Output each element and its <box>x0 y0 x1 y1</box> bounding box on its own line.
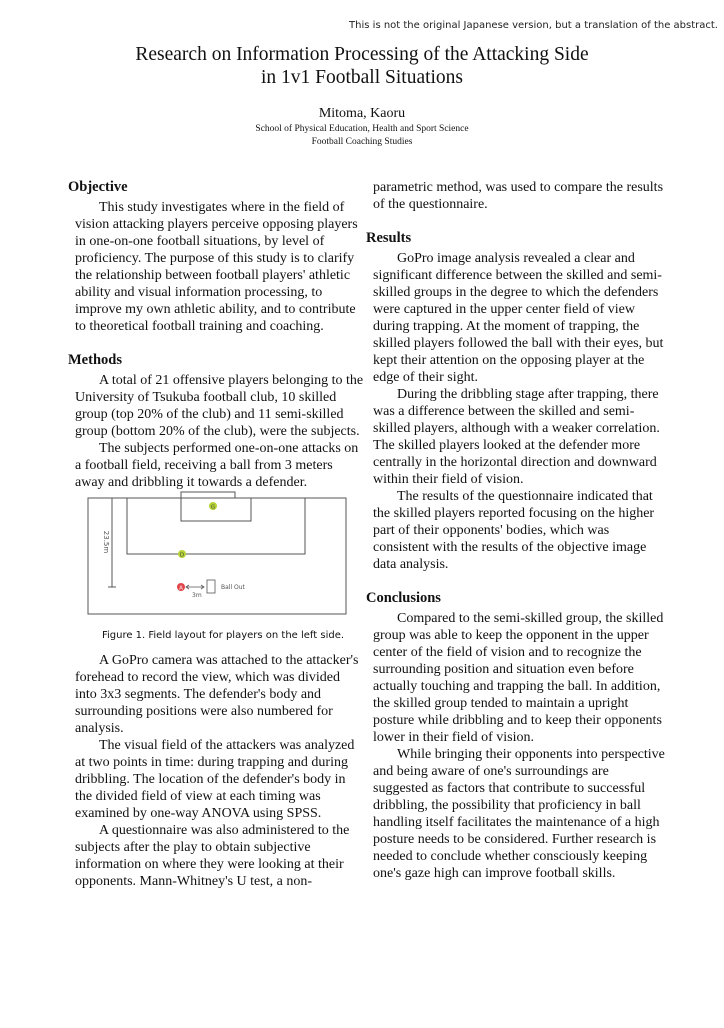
objective-heading: Objective <box>68 179 128 195</box>
pass-distance-label: 3m <box>192 592 202 599</box>
conclusions-paragraph-2: While bringing their opponents into perspective and being aware of one's surroundings are suggested as factors that contribute to successful dribbling, the possibility that proficiency in ball handling itself facilitates the maintenance of a high posture needs to be considered. Further research is needed to conclude whether consciously keeping one's gaze high can improve football skills. <box>373 747 665 881</box>
affiliation-program: Football Coaching Studies <box>311 137 413 147</box>
field-diagram <box>68 491 368 615</box>
goal-area <box>181 498 251 521</box>
figure-caption: Figure 1. Field layout for players on the left side. <box>101 630 345 641</box>
methods-heading: Methods <box>68 352 122 368</box>
results-heading: Results <box>366 230 412 246</box>
attacker-label: A <box>179 585 183 592</box>
conclusions-paragraph-1: Compared to the semi-skilled group, the skilled group was able to keep the opponent in the upper center of the field of vision and to recognize the surrounding position and situation even before actually touching and trapping the ball. In addition, the skilled group tended to maintain a upright posture while dribbling and to keep their opponents lower in their field of vision. <box>373 611 664 745</box>
methods-paragraph-2: The subjects performed one-on-one attacks on a football field, receiving a ball from 3 meters away and dribbling it towards a defender. <box>75 441 359 490</box>
right-column <box>366 179 666 882</box>
results-paragraph-1: GoPro image analysis revealed a clear and significant difference between the skilled and semi-skilled groups in the degree to which the defenders were captured in the upper center field of view during trapping. At the moment of trapping, the skilled players followed the ball with their eyes, but kept their attention on the opposing player at the edge of their sight. <box>373 251 664 385</box>
paper-title <box>0 43 724 89</box>
affiliation-school: School of Physical Education, Health and Sport Science <box>255 124 469 134</box>
methods-paragraph-5: A questionnaire was also administered to the subjects after the play to obtain subjective information on where they were looking at their opponents. Mann-Whitney's U test, a non- <box>75 823 350 889</box>
results-paragraph-3: The results of the questionnaire indicated that the skilled players reported focusing on the higher part of their opponents' bodies, which was consistent with the results of the objective image data analysis. <box>373 489 655 572</box>
methods-paragraph-5-continued: parametric method, was used to compare the results of the questionnaire. <box>373 180 664 212</box>
author-name: Mitoma, Kaoru <box>318 106 406 121</box>
ball-out-label: Ball Out <box>221 584 245 591</box>
methods-paragraph-1: A total of 21 offensive players belonging to the University of Tsukuba football club, 10 skilled group (top 20% of the club) and 11 semi-skilled group (bottom 20% of the club), were the subjects. <box>75 373 364 439</box>
distance-label: 23.5m <box>102 530 110 554</box>
left-column <box>68 179 364 890</box>
field-layout-figure <box>68 491 368 615</box>
ball-out-box <box>207 580 215 593</box>
defender-label: D <box>179 552 185 559</box>
methods-paragraph-4: The visual field of the attackers was analyzed at two points in time: during trapping and during dribbling. The location of the defender's body in the divided field of view at each timing was examined by one-way ANOVA using SPSS. <box>75 738 355 821</box>
methods-paragraph-3: A GoPro camera was attached to the attacker's forehead to record the view, which was divided into 3x3 segments. The defender's body and surrounding positions were also numbered for analysis. <box>75 653 359 736</box>
objective-paragraph: This study investigates where in the field of vision attacking players perceive opposing players in one-on-one football situations, by level of proficiency. The purpose of this study is to clarify the relationship between football players' athletic ability and visual information processing, to improve my own athletic ability, and to contribute to theoretical football training and coaching. <box>75 200 358 334</box>
title-line-1: Research on Information Processing of the Attacking Side <box>135 44 589 65</box>
title-line-2: in 1v1 Football Situations <box>260 67 464 88</box>
results-paragraph-2: During the dribbling stage after trapping, there was a difference between the skilled and semi-skilled players, although with a weaker correlation. The skilled players looked at the defender more centrally in the horizontal direction and downward within their field of vision. <box>373 387 660 487</box>
conclusions-heading: Conclusions <box>366 590 441 606</box>
goal <box>181 492 235 498</box>
goalkeeper-label: G <box>210 504 216 511</box>
translation-note: This is not the original Japanese version, but a translation of the abstract. <box>349 20 718 31</box>
